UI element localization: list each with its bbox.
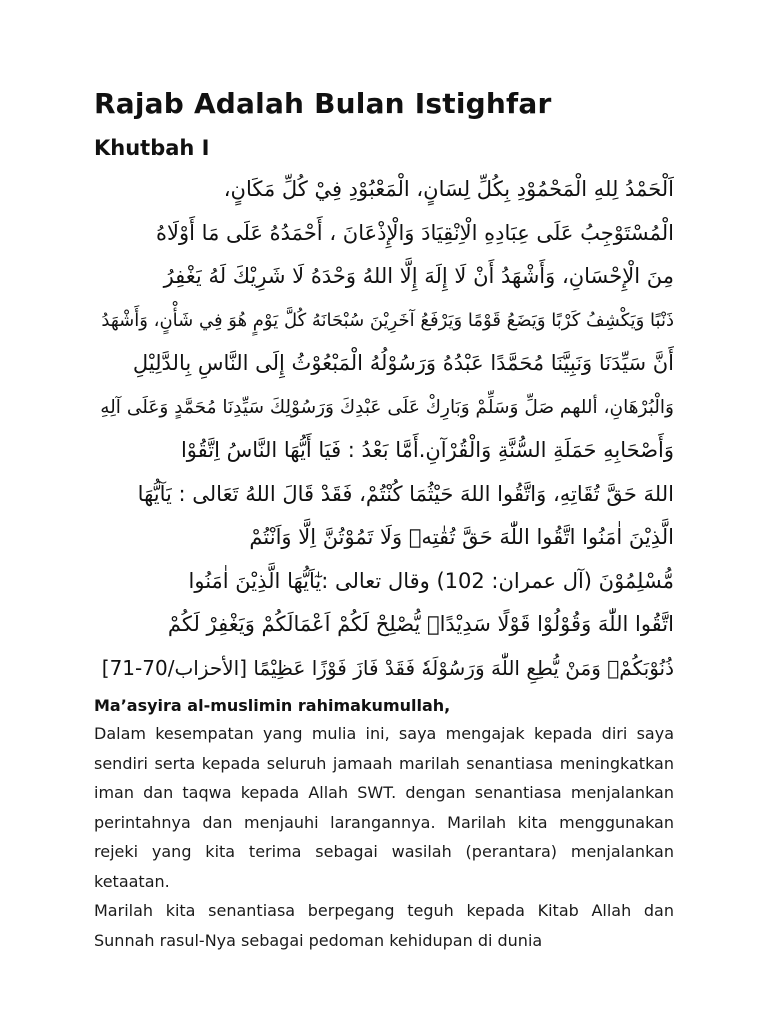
arabic-line: ذُنُوْبَكُمْۗ وَمَنْ يُّطِعِ اللّٰهَ وَرَسُوْلَهٗ فَقَدْ فَازَ فَوْزًا عَظِيْمًا [الأحزاب/70-71] xyxy=(101,655,674,680)
arabic-khutbah-opening xyxy=(94,168,674,690)
arabic-line: الْمُسْتَوْجِبُ عَلَى عِبَادِهِ الْاِنْقِيَادَ وَالْإِذْعَانَ ، أَحْمَدُهُ عَلَى مَا أَوْلَاهُ xyxy=(156,220,674,245)
arabic-line: اتَّقُوا اللّٰهَ وَقُوْلُوْا قَوْلًا سَدِيْدًاۙ يُّصْلِحْ لَكُمْ اَعْمَالَكُمْ وَيَغْفِرْ لَكُمْ xyxy=(167,612,674,636)
salutation: Ma’asyira al-muslimin rahimakumullah, xyxy=(94,696,451,715)
arabic-line: ذَنْبًا وَيَكْشِفُ كَرْبًا وَيَضَعُ قَوْمًا وَيَرْفَعُ آخَرِيْنَ سُبْحَانَهُ كُلَّ يَوْمٍ هُوَ فِي شَأْنٍ، وَأَشْهَدُ xyxy=(101,309,674,331)
document-subtitle: Khutbah I xyxy=(94,136,210,160)
document-title: Rajab Adalah Bulan Istighfar xyxy=(94,87,552,120)
arabic-line: اللهَ حَقَّ تُقَاتِهِ، وَاتَّقُوا اللهَ حَيْثُمَا كُنْتُمْ، فَقَدْ قَالَ اللهُ تَعَالى : يَآيُّهَا xyxy=(137,481,674,506)
body-paragraph: Marilah kita senantiasa berpegang teguh kepada Kitab Allah dan Sunnah rasul-Nya sebagai pedoman kehidupan di dunia xyxy=(94,901,674,950)
arabic-line: اَلْحَمْدُ لِلهِ الْمَحْمُوْدِ بِكُلِّ لِسَانٍ، الْمَعْبُوْدِ فِيْ كُلِّ مَكَانٍ، xyxy=(223,177,674,201)
arabic-line: أَنَّ سَيِّدَنَا وَنَبِيَّنَا مُحَمَّدًا عَبْدُهُ وَرَسُوْلُهُ الْمَبْعُوْثُ إِلَى النَّاسِ بِالدَّلِيْلِ xyxy=(132,351,674,375)
arabic-line: الَّذِيْنَ اٰمَنُوا اتَّقُوا اللّٰهَ حَقَّ تُقٰتِهٖ وَلَا تَمُوْتُنَّ اِلَّا وَاَنْتُمْ xyxy=(249,525,674,549)
arabic-line: وَالْبُرْهَانِ، أللهم صَلِّ وَسَلِّمْ وَبَارِكْ عَلَى عَبْدِكَ وَرَسُوْلِكَ سَيِّدِنَا مُحَمَّدٍ وَعَلَى آلِهِ xyxy=(100,396,674,418)
arabic-line: مُّسْلِمُوْنَ (آل عمران: 102) وقال تعالى :يٰٓاَيُّهَا الَّذِيْنَ اٰمَنُوا xyxy=(188,568,674,593)
arabic-line: مِنَ الْإِحْسَانِ، وَأَشْهَدُ أَنْ لَا إِلَهَ إِلَّا اللهُ وَحْدَهُ لَا شَرِيْكَ لَهُ يَغْفِرُ xyxy=(163,264,674,288)
body-paragraph: Dalam kesempatan yang mulia ini, saya mengajak kepada diri saya sendiri serta kepada seluruh jamaah marilah senantiasa meningkatkan iman dan taqwa kepada Allah SWT. dengan senantiasa menjalankan perintahnya dan menjauhi larangannya. Marilah kita menggunakan rejeki yang kita terima sebagai wasilah (perantara) menjalankan ketaatan. xyxy=(94,724,674,891)
arabic-line: وَأَصْحَابِهِ حَمَلَةِ السُّنَّةِ وَالْقُرْآنِ.أَمَّا بَعْدُ : فَيَا أَيُّهَا النَّاسُ اِتَّقُوْا xyxy=(180,438,674,462)
